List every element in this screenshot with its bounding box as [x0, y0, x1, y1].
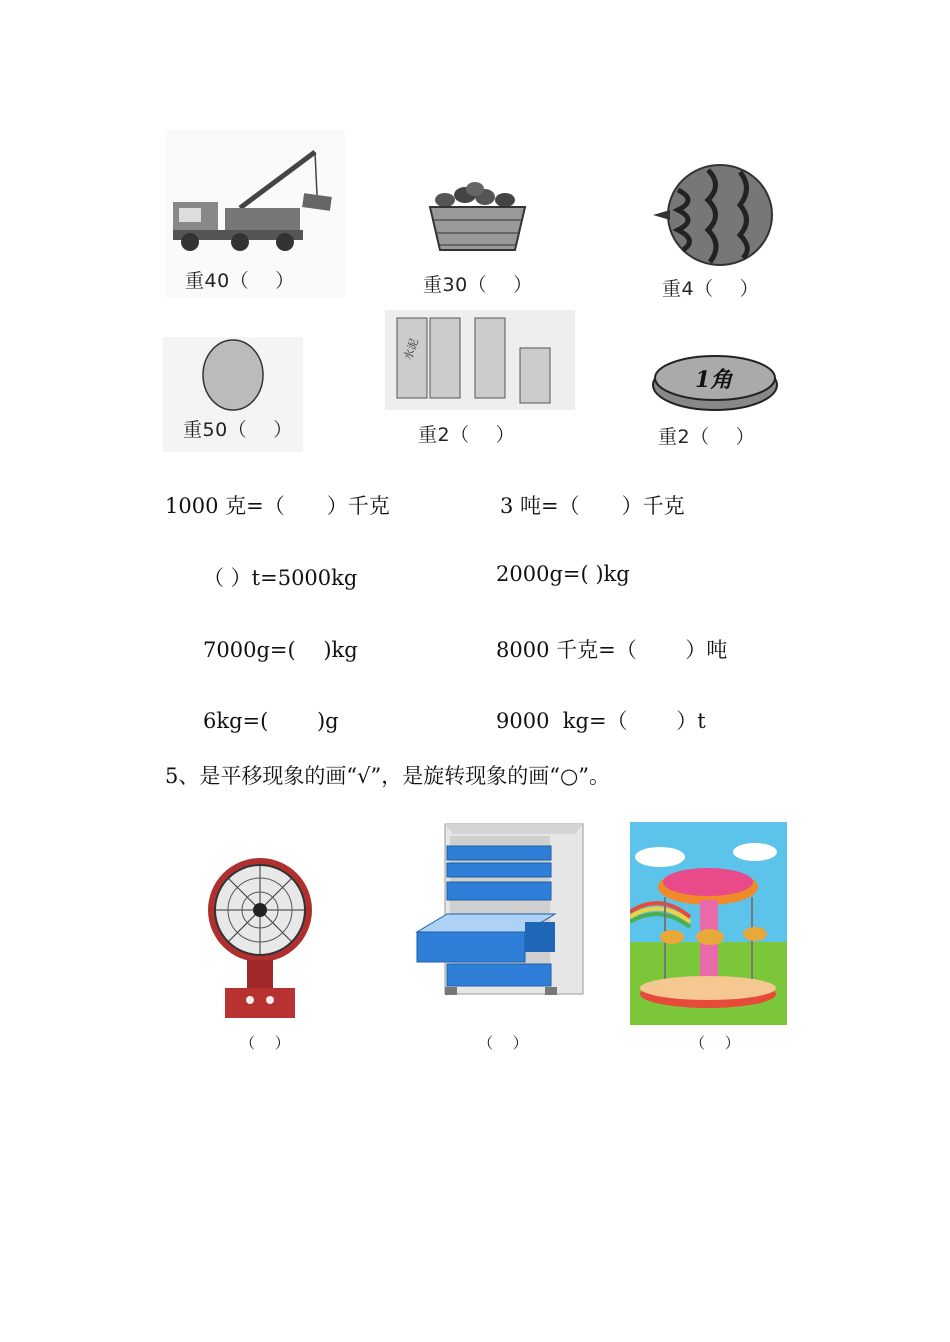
truck-weight-label: 重40（ ） [185, 270, 295, 292]
drawer-answer-paren[interactable]: （ ） [478, 1034, 528, 1052]
egg-card [163, 337, 303, 452]
q4-row3-right: 8000 千克=（ ）吨 [496, 638, 728, 662]
carousel-answer-paren[interactable]: （ ） [690, 1034, 740, 1052]
egg-weight-label: 重50（ ） [183, 419, 293, 441]
coin-text: 1角 [695, 367, 733, 393]
drawer-cabinet-icon [415, 822, 585, 1002]
coin-weight-label: 重2（ ） [658, 426, 756, 448]
q4-row2-right: 2000g=( )kg [496, 562, 630, 586]
fan-answer-paren[interactable]: （ ） [240, 1034, 290, 1052]
q4-row1-left: 1000 克=（ ）千克 [165, 494, 390, 518]
q4-row3-left: 7000g=( )kg [203, 638, 358, 662]
watermelon-card [648, 150, 778, 302]
drawer-cabinet-image [415, 822, 585, 1002]
carousel-icon [630, 822, 787, 1025]
cement-bag-text: 水泥 [401, 336, 422, 363]
cement-weight-label: 重2（ ） [418, 424, 516, 446]
cement-card [385, 310, 575, 450]
q4-row4-right: 9000 kg=（ ）t [496, 709, 706, 733]
q4-row1-right: 3 吨=（ ）千克 [500, 494, 685, 518]
coin-card [650, 345, 780, 455]
fan-icon [205, 855, 320, 1020]
q4-row2-left: （ ）t=5000kg [203, 566, 358, 590]
q4-row4-left: 6kg=( )g [203, 709, 339, 733]
q5-question: 5、是平移现象的画“√”，是旋转现象的画“○”。 [165, 764, 611, 788]
fan-image [205, 855, 320, 1020]
crane-truck-card [165, 130, 345, 298]
carousel-image [630, 822, 787, 1025]
watermelon-weight-label: 重4（ ） [662, 278, 760, 300]
basket-card [420, 165, 535, 300]
basket-weight-label: 重30（ ） [423, 274, 533, 296]
